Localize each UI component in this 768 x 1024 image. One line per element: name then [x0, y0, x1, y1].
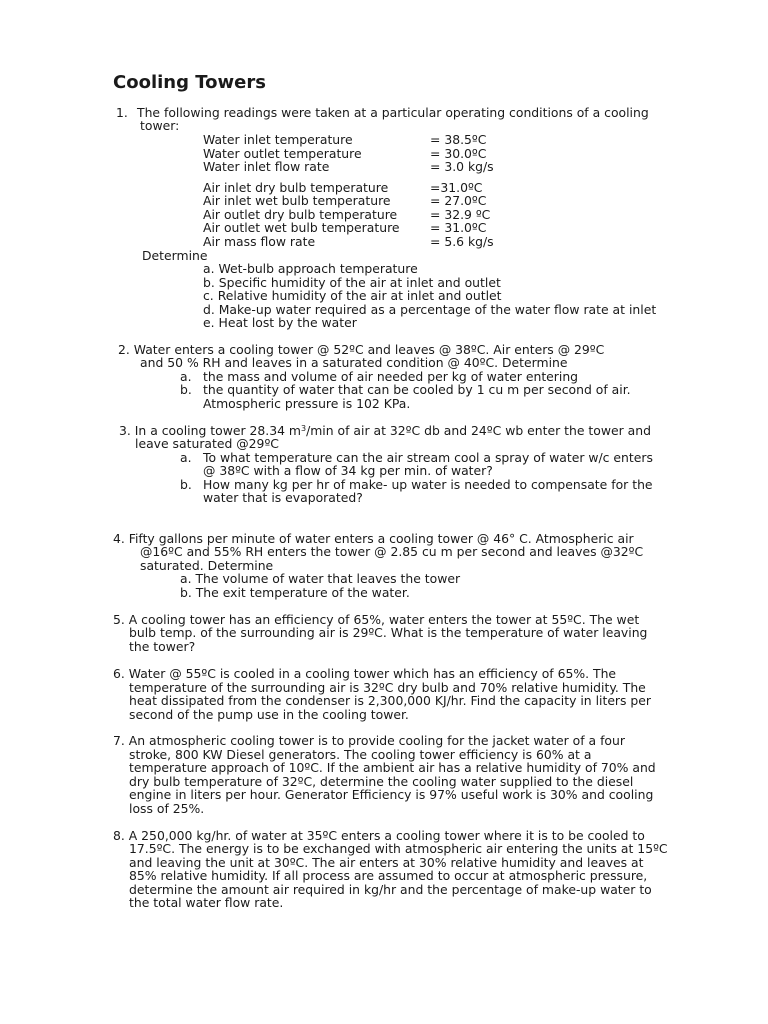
problem-7-line-5: engine in liters per hour. Generator Efficiency is 97% useful work is 30% and cooling [129, 787, 654, 802]
problem-4-line-3: saturated. Determine [140, 558, 274, 573]
determine-label: Determine [142, 248, 208, 263]
reading-value: = 30.0ºC [430, 146, 487, 161]
sub-item-mark: b. [180, 382, 192, 397]
reading-label: Air mass flow rate [203, 234, 316, 249]
problem-5-line-3: the tower? [129, 639, 196, 654]
reading-label: Water inlet flow rate [203, 159, 330, 174]
reading-value: = 5.6 kg/s [430, 234, 494, 249]
sub-item-continued: Atmospheric pressure is 102 KPa. [203, 396, 411, 411]
reading-value: = 32.9 ºC [430, 207, 491, 222]
sub-item-mark: a. [180, 450, 192, 465]
sub-item: b. Specific humidity of the air at inlet and outlet [203, 275, 501, 290]
problem-2-line-2: and 50 % RH and leaves in a saturated condition @ 40ºC. Determine [140, 355, 568, 370]
sub-item: the quantity of water that can be cooled by 1 cu m per second of air. [203, 382, 631, 397]
sub-item: d. Make-up water required as a percentage of the water flow rate at inlet [203, 302, 657, 317]
sub-item: a. Wet-bulb approach temperature [203, 261, 418, 276]
problem-4-line-2: @16ºC and 55% RH enters the tower @ 2.85 cu m per second and leaves @32ºC [140, 544, 644, 559]
problem-1-line-1: The following readings were taken at a particular operating conditions of a cooling [137, 105, 649, 120]
sub-item: To what temperature can the air stream cool a spray of water w/c enters [203, 450, 653, 465]
problem-5-line-2: bulb temp. of the surrounding air is 29ºC. What is the temperature of water leaving [129, 625, 648, 640]
sub-item: e. Heat lost by the water [203, 315, 357, 330]
sub-item-continued: @ 38ºC with a flow of 34 kg per min. of water? [203, 463, 493, 478]
problem-8-line-2: 17.5ºC. The energy is to be exchanged with atmospheric air entering the units at 15ºC [129, 841, 668, 856]
problem-5-line-1: 5. A cooling tower has an efficiency of 65%, water enters the tower at 55ºC. The wet [113, 612, 640, 627]
problem-1-line-2: tower: [140, 118, 180, 133]
reading-value: =31.0ºC [430, 180, 483, 195]
sub-item: c. Relative humidity of the air at inlet and outlet [203, 288, 502, 303]
problem-8-line-6: the total water flow rate. [129, 895, 284, 910]
problem-7-line-2: stroke, 800 KW Diesel generators. The cooling tower efficiency is 60% at a [129, 747, 592, 762]
problem-1-number: 1. [116, 105, 128, 120]
problem-7-line-1: 7. An atmospheric cooling tower is to provide cooling for the jacket water of a four [113, 733, 625, 748]
problem-8-line-3: and leaving the unit at 30ºC. The air enters at 30% relative humidity and leaves at [129, 855, 644, 870]
problem-2-line-1: 2. Water enters a cooling tower @ 52ºC and leaves @ 38ºC. Air enters @ 29ºC [118, 342, 605, 357]
problem-6-line-3: heat dissipated from the condenser is 2,300,000 KJ/hr. Find the capacity in liters per [129, 693, 652, 708]
sub-item-mark: b. [180, 477, 192, 492]
sub-item: b. The exit temperature of the water. [180, 585, 410, 600]
problem-3-line-1: 3. In a cooling tower 28.34 $m^3/\min$ of air at 32ºC db and 24ºC wb enter the tower and [119, 423, 651, 438]
reading-value: = 38.5ºC [430, 132, 487, 147]
problem-6-line-2: temperature of the surrounding air is 32ºC dry bulb and 70% relative humidity. The [129, 680, 646, 695]
problem-7-line-4: dry bulb temperature of 32ºC, determine the cooling water supplied to the diesel [129, 774, 634, 789]
sub-item: How many kg per hr of make- up water is needed to compensate for the [203, 477, 653, 492]
problem-7-line-3: temperature approach of 10ºC. If the ambient air has a relative humidity of 70% and [129, 760, 656, 775]
problem-4-line-1: 4. Fifty gallons per minute of water enters a cooling tower @ 46° C. Atmospheric air [113, 531, 634, 546]
problem-8-line-4: 85% relative humidity. If all process are assumed to occur at atmospheric pressure, [129, 868, 648, 883]
problem-8-line-5: determine the amount air required in kg/hr and the percentage of make-up water to [129, 882, 652, 897]
reading-label: Air inlet dry bulb temperature [203, 180, 389, 195]
reading-value: = 27.0ºC [430, 193, 487, 208]
problem-3-line-2: leave saturated @29ºC [135, 436, 279, 451]
sub-item: the mass and volume of air needed per kg of water entering [203, 369, 579, 384]
sub-item: a. The volume of water that leaves the tower [180, 571, 461, 586]
reading-label: Air outlet dry bulb temperature [203, 207, 398, 222]
sub-item-mark: a. [180, 369, 192, 384]
reading-label: Air outlet wet bulb temperature [203, 220, 400, 235]
reading-value: = 3.0 kg/s [430, 159, 494, 174]
problem-6-line-1: 6. Water @ 55ºC is cooled in a cooling tower which has an efficiency of 65%. The [113, 666, 617, 681]
sub-item-continued: water that is evaporated? [203, 490, 363, 505]
reading-value: = 31.0ºC [430, 220, 487, 235]
reading-label: Air inlet wet bulb temperature [203, 193, 391, 208]
reading-label: Water outlet temperature [203, 146, 362, 161]
reading-label: Water inlet temperature [203, 132, 353, 147]
problem-6-line-4: second of the pump use in the cooling tower. [129, 707, 409, 722]
page-title: Cooling Towers [113, 72, 266, 93]
problem-7-line-6: loss of 25%. [129, 801, 205, 816]
problem-8-line-1: 8. A 250,000 kg/hr. of water at 35ºC enters a cooling tower where it is to be cooled to [113, 828, 645, 843]
